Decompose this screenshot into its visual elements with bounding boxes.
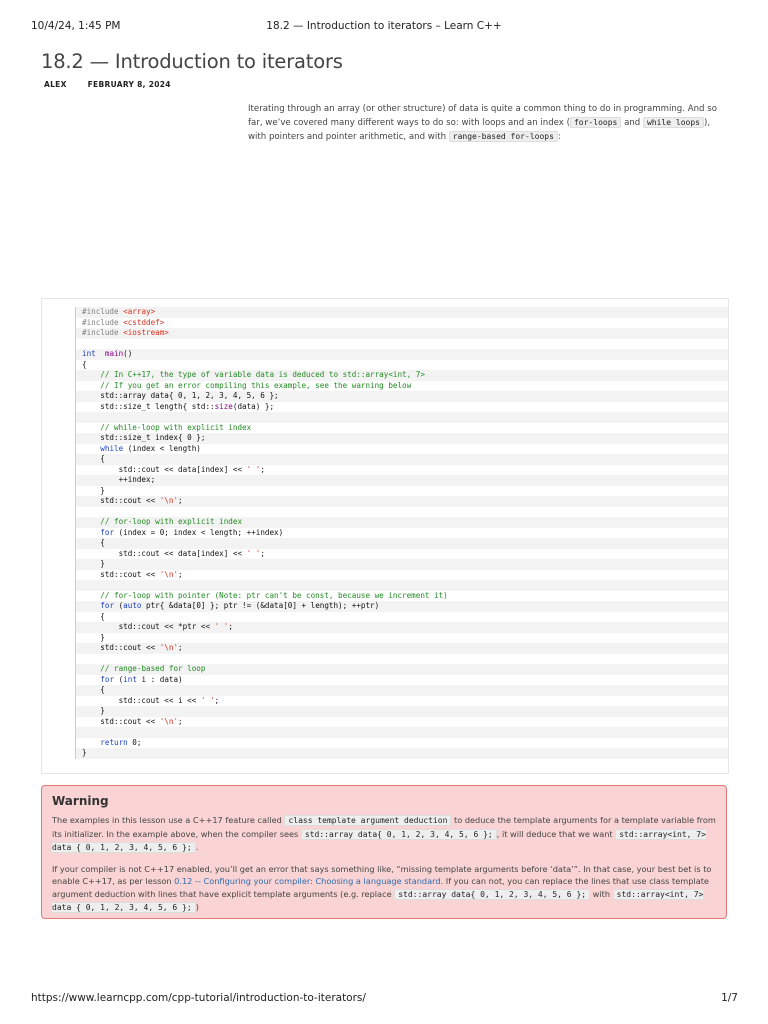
inline-code: std::array data{ 0, 1, 2, 3, 4, 5, 6 }; xyxy=(301,829,497,840)
code-token: { xyxy=(82,538,105,547)
code-token: return xyxy=(100,737,128,747)
code-token: ' ' xyxy=(214,622,229,631)
code-token: std::cout << xyxy=(82,716,160,726)
code-token xyxy=(82,423,100,432)
code-token: std::cout << i << xyxy=(82,695,201,705)
print-datetime: 10/4/24, 1:45 PM xyxy=(31,20,121,32)
warning-paragraph-1 xyxy=(52,814,716,855)
code-token xyxy=(82,738,100,747)
code-line xyxy=(76,339,728,350)
code-line xyxy=(76,664,728,675)
code-token: main xyxy=(104,349,124,358)
code-token xyxy=(96,349,105,358)
code-token xyxy=(82,664,100,673)
code-token: for xyxy=(100,527,115,537)
code-token: '\n' xyxy=(159,569,179,579)
print-url: https://www.learncpp.com/cpp-tutorial/introduction-to-iterators/ xyxy=(31,992,366,1004)
code-token: // for-loop with pointer (Note: ptr can't be const, because we increment it) xyxy=(100,590,448,600)
code-token: } xyxy=(82,485,105,495)
article-title: 18.2 — Introduction to iterators xyxy=(41,50,343,73)
warning-text: . xyxy=(195,842,199,852)
code-token: } xyxy=(82,706,105,715)
code-token: ptr{ &data[0] }; ptr != (&data[0] + length); ++ptr) xyxy=(141,601,380,610)
print-doc-title: 18.2 — Introduction to iterators – Learn C++ xyxy=(266,20,502,32)
warning-text: If your compiler is not C++17 enabled, you’ll get an error that says something like, “missing template arguments before ‘data’”. In that case, your best bet is to enable C++17, as per lesson xyxy=(52,863,712,886)
code-token: ; xyxy=(214,695,220,705)
code-token: <array> xyxy=(123,307,156,316)
code-token: // while-loop with explicit index xyxy=(100,422,252,432)
code-token: // In C++17, the type of variable data is deduced to std::array<int, 7> xyxy=(100,370,425,379)
code-token: std::cout << data[index] << xyxy=(82,548,247,558)
inline-code: range-based for-loops xyxy=(449,131,558,142)
code-token xyxy=(82,591,100,600)
code-line xyxy=(76,612,728,623)
code-line xyxy=(76,307,728,318)
code-line xyxy=(76,496,728,507)
code-token: int xyxy=(82,349,96,358)
code-line xyxy=(76,591,728,602)
code-token: { xyxy=(82,611,105,621)
code-token xyxy=(82,517,100,526)
warning-paragraph-2 xyxy=(52,863,716,915)
inline-code: class template argument deduction xyxy=(284,815,451,826)
intro-text: and xyxy=(621,118,643,128)
code-token: ; xyxy=(260,464,265,474)
code-token: i : data) xyxy=(136,674,183,684)
code-line xyxy=(76,654,728,665)
post-date: FEBRUARY 8, 2024 xyxy=(87,80,171,89)
code-token: std::array data{ 0, 1, 2, 3, 4, 5, 6 }; xyxy=(82,391,279,400)
code-line xyxy=(76,643,728,654)
code-token: size xyxy=(214,401,233,411)
code-line xyxy=(76,538,728,549)
code-token: std::cout << *ptr << xyxy=(82,622,215,631)
code-line xyxy=(76,475,728,486)
code-lines xyxy=(75,307,728,759)
inline-code: while loops xyxy=(643,117,704,128)
code-block[interactable] xyxy=(41,298,729,774)
code-token: ; xyxy=(178,569,183,579)
code-token xyxy=(82,528,100,537)
code-token: auto xyxy=(123,601,142,610)
warning-text: with xyxy=(590,888,613,899)
inline-code: for-loops xyxy=(570,117,621,128)
code-token xyxy=(82,675,100,684)
code-line xyxy=(76,675,728,686)
code-line xyxy=(76,517,728,528)
code-token: ' ' xyxy=(246,464,261,474)
code-token: ; xyxy=(260,548,265,558)
code-token: for xyxy=(100,674,115,684)
code-line xyxy=(76,696,728,707)
code-line xyxy=(76,486,728,497)
code-token: ; xyxy=(178,643,183,652)
warning-text: . If you can not, you can replace the lines that use class template argument deduction with lines that have explicit template arguments (e.g. replace xyxy=(52,876,709,899)
code-line xyxy=(76,454,728,465)
code-token: ( xyxy=(114,601,124,610)
inline-code: std::array<int, 7> data { 0, 1, 2, 3, 4, 5, 6 }; xyxy=(52,829,706,852)
code-token: std::size_t index{ 0 }; xyxy=(82,433,206,442)
code-line xyxy=(76,748,728,759)
code-token: ; xyxy=(178,496,183,505)
code-line xyxy=(76,685,728,696)
warning-text: , it will deduce that we want xyxy=(496,828,616,839)
code-token xyxy=(82,601,100,610)
code-token: #include xyxy=(82,317,124,327)
code-token: () xyxy=(123,349,133,358)
code-token: '\n' xyxy=(159,643,179,652)
intro-text: Iterating through an array (or other structure) of data is quite a common thing to do in programming. And so far, we’ve covered many different ways to do so: with loops and an index ( xyxy=(248,104,717,128)
code-token: (index < length) xyxy=(123,443,201,453)
code-token: <cstddef> xyxy=(123,317,165,327)
lesson-link[interactable]: 0.12 -- Configuring your compiler: Choosing a language standard xyxy=(174,876,441,886)
code-line xyxy=(76,402,728,413)
code-line xyxy=(76,717,728,728)
code-token: std::cout << xyxy=(82,643,160,652)
code-line xyxy=(76,423,728,434)
code-token: std::size_t length{ std:: xyxy=(82,401,215,411)
code-line xyxy=(76,580,728,591)
code-token: int xyxy=(123,674,137,684)
code-token: (index = 0; index < length; ++index) xyxy=(114,527,284,537)
warning-text: ) xyxy=(195,902,199,912)
code-line xyxy=(76,622,728,633)
code-line xyxy=(76,433,728,444)
code-token: ++index; xyxy=(82,475,156,484)
code-line xyxy=(76,465,728,476)
code-token: { xyxy=(82,685,105,694)
inline-code: std::array<int, 7> data { 0, 1, 2, 3, 4, 5, 6 }; xyxy=(52,889,704,912)
code-token: (data) }; xyxy=(232,401,275,411)
author-name: ALEX xyxy=(44,80,67,89)
code-token: ; xyxy=(228,622,233,631)
code-token: ' ' xyxy=(246,548,261,558)
code-token: { xyxy=(82,454,105,463)
code-token: #include xyxy=(82,328,124,337)
code-token: ( xyxy=(114,674,124,684)
code-token: ' ' xyxy=(200,695,215,705)
code-token: std::cout << xyxy=(82,496,160,505)
warning-box xyxy=(41,785,727,919)
code-token: '\n' xyxy=(159,496,179,505)
code-line xyxy=(76,633,728,644)
code-line xyxy=(76,349,728,360)
print-page-number: 1/7 xyxy=(721,992,738,1004)
code-token xyxy=(82,370,100,379)
code-line xyxy=(76,706,728,717)
warning-text: to deduce the template arguments for a template variable from its initializer. In the example above, when the compiler sees xyxy=(52,815,716,839)
code-line xyxy=(76,360,728,371)
code-token xyxy=(82,381,100,390)
code-token: // If you get an error compiling this example, see the warning below xyxy=(100,380,412,390)
code-token: } xyxy=(82,559,105,568)
intro-text: ), with pointers and pointer arithmetic, and with xyxy=(248,118,711,142)
code-line xyxy=(76,328,728,339)
code-token: // range-based for loop xyxy=(100,664,206,673)
code-token: <iostream> xyxy=(123,328,169,337)
code-line xyxy=(76,738,728,749)
code-line xyxy=(76,601,728,612)
inline-code: std::array data{ 0, 1, 2, 3, 4, 5, 6 }; xyxy=(394,889,590,900)
code-token: ; xyxy=(178,716,183,726)
warning-text: The examples in this lesson use a C++17 feature called xyxy=(52,815,285,825)
warning-title: Warning xyxy=(52,794,109,808)
code-line xyxy=(76,381,728,392)
code-token: { xyxy=(82,359,87,369)
code-token xyxy=(82,444,100,453)
code-token: for xyxy=(100,601,115,610)
code-line xyxy=(76,549,728,560)
intro-text: : xyxy=(557,132,561,142)
intro-paragraph xyxy=(248,103,724,144)
code-token: // for-loop with explicit index xyxy=(100,517,243,526)
code-token: std::cout << xyxy=(82,569,160,579)
code-line xyxy=(76,370,728,381)
code-line xyxy=(76,727,728,738)
code-line xyxy=(76,444,728,455)
code-line xyxy=(76,391,728,402)
code-token: 0; xyxy=(127,737,142,747)
code-line xyxy=(76,412,728,423)
code-line xyxy=(76,559,728,570)
code-line xyxy=(76,507,728,518)
code-token: #include xyxy=(82,307,124,316)
code-token: while xyxy=(100,443,124,453)
code-token: std::cout << data[index] << xyxy=(82,464,247,474)
code-token: } xyxy=(82,632,105,642)
code-line xyxy=(76,528,728,539)
code-line xyxy=(76,570,728,581)
code-token: } xyxy=(82,748,87,757)
code-token: '\n' xyxy=(159,716,179,726)
code-line xyxy=(76,318,728,329)
article-meta xyxy=(44,80,171,89)
